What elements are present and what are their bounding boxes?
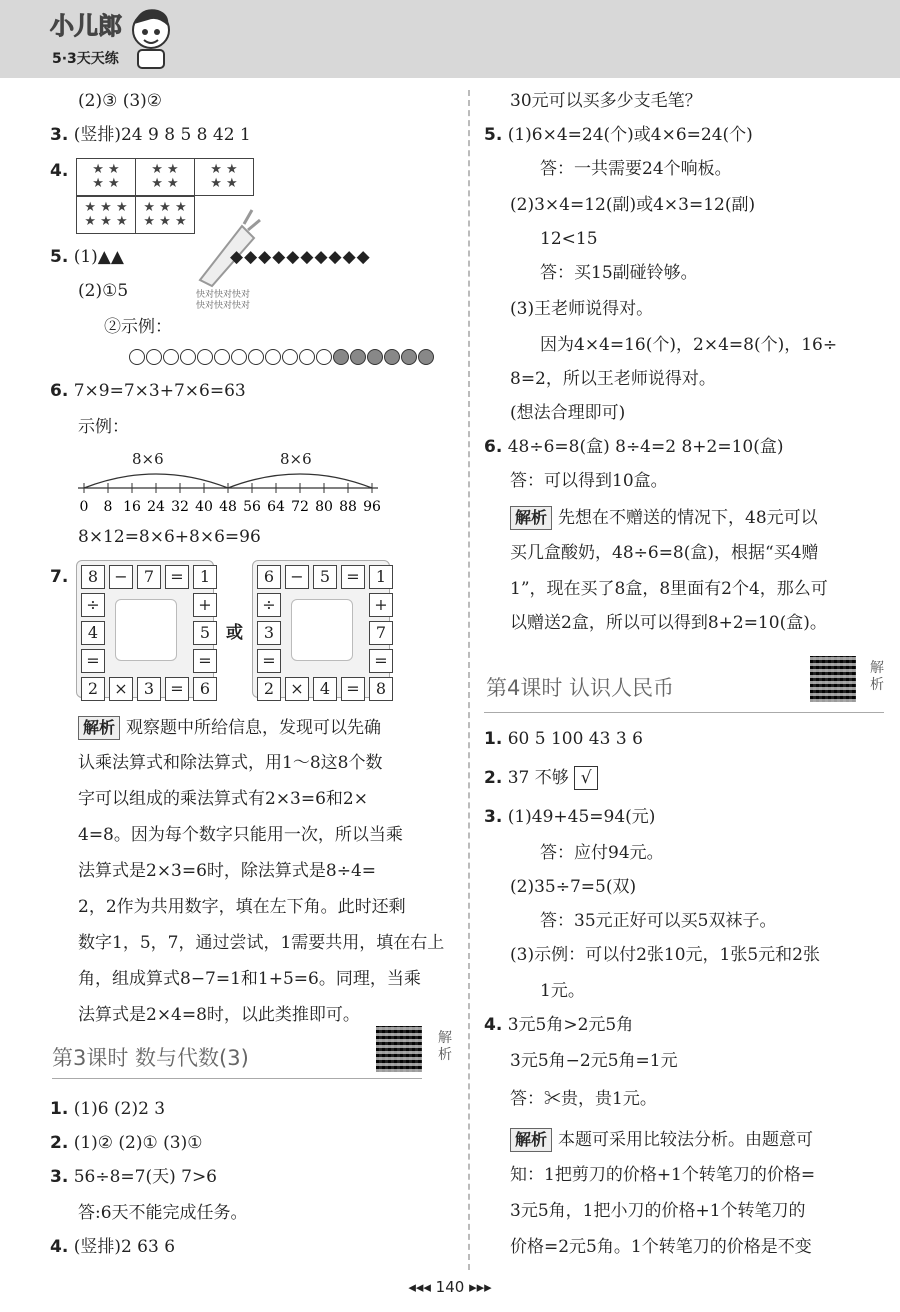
grid-cell: 2 — [257, 677, 281, 701]
answer-text: 60 5 100 43 3 6 — [507, 729, 643, 749]
grid-cell: 3 — [137, 677, 161, 701]
question-number: 6. — [50, 381, 69, 401]
white-circle — [283, 350, 298, 365]
answer-text: 因为4×4=16(个)，2×4=8(个)，16÷ — [540, 335, 838, 355]
grid-cell: = — [369, 649, 393, 673]
answer-text: (1)6 (2)2 3 — [73, 1099, 166, 1119]
grid-cell: 1 — [369, 565, 393, 589]
grid-cell: = — [165, 677, 189, 701]
circle-row — [128, 346, 438, 368]
series-name: 5·3天天练 — [52, 51, 119, 67]
tick-label: 88 — [339, 499, 357, 515]
section-title: 第3课时 数与代数(3) — [52, 1046, 249, 1070]
tick-label: 32 — [171, 499, 189, 515]
analysis-tag: 解析 — [78, 716, 120, 740]
gray-circle — [402, 350, 417, 365]
tick-label: 16 — [123, 499, 141, 515]
grid-cell: = — [165, 565, 189, 589]
grid-cell: 3 — [257, 621, 281, 645]
analysis-text: 数字1，5，7，通过尝试，1需要共用，填在右上 — [78, 933, 445, 953]
grid-cell: 6 — [257, 565, 281, 589]
star-group: ★ ★ ★ ★ — [210, 162, 238, 191]
white-circle — [317, 350, 332, 365]
number-puzzle-grid — [76, 560, 214, 698]
or-label: 或 — [226, 623, 243, 643]
white-circle — [266, 350, 281, 365]
tick-label: 40 — [195, 499, 213, 515]
white-circle — [130, 350, 145, 365]
white-circle — [215, 350, 230, 365]
tick-label: 72 — [291, 499, 309, 515]
analysis-text: 以赠送2盒，所以可以得到8+2=10(盒)。 — [510, 613, 827, 633]
grid-cell: 7 — [137, 565, 161, 589]
grid-cell: 4 — [81, 621, 105, 645]
question-number: 3. — [50, 125, 69, 145]
answer-text: (1)6×4=24(个)或4×6=24(个) — [507, 125, 753, 145]
qr-label: 解析 — [438, 1030, 452, 1063]
answer-text: (3)王老师说得对。 — [510, 299, 654, 319]
star-group: ★ ★ ★ ★ — [77, 159, 136, 195]
analysis-text: 先想在不赠送的情况下，48元可以 — [558, 508, 818, 528]
question-number: 6. — [484, 437, 503, 457]
white-circle — [300, 350, 315, 365]
page-number: ◂◂◂ 140 ▸▸▸ — [408, 1278, 492, 1296]
answer-text: (竖排)2 63 6 — [73, 1237, 176, 1257]
qr-code[interactable] — [376, 1026, 422, 1072]
grid-cell: 8 — [81, 565, 105, 589]
question-number: 7. — [50, 567, 69, 587]
gray-circle — [351, 350, 366, 365]
tick-label: 96 — [363, 499, 381, 515]
grid-cell: 4 — [313, 677, 337, 701]
answer-text: 8=2，所以王老师说得对。 — [510, 369, 716, 389]
gray-circle — [368, 350, 383, 365]
white-circle — [181, 350, 196, 365]
answer-text: 7×9=7×3+7×6=63 — [73, 381, 246, 401]
question-number: 2. — [50, 1133, 69, 1153]
question-number: 4. — [484, 1015, 503, 1035]
gray-circle — [385, 350, 400, 365]
grid-cell: + — [369, 593, 393, 617]
analysis-text: 4=8。因为每个数字只能用一次，所以当乘 — [78, 825, 403, 845]
answer-text: 答：35元正好可以买5双袜子。 — [540, 911, 777, 931]
grid-cell: 7 — [369, 621, 393, 645]
qr-label: 解析 — [870, 660, 884, 693]
answer-text: 56÷8=7(天) 7>6 — [73, 1167, 217, 1187]
diamond-row: ◆◆◆◆◆◆◆◆◆◆ — [230, 247, 371, 267]
grid-cell: 1 — [193, 565, 217, 589]
grid-cell: = — [257, 649, 281, 673]
question-number: 3. — [50, 1167, 69, 1187]
answer-text: 答：应付94元。 — [540, 843, 664, 863]
analysis-text: 观察题中所给信息，发现可以先确 — [126, 718, 382, 738]
question-number: 3. — [484, 807, 503, 827]
analysis-text: 1”，现在买了8盒，8里面有2个4，那么可 — [510, 579, 828, 599]
answer-text: 30元可以买多少支毛笔？ — [510, 91, 702, 111]
grid-cell: = — [193, 649, 217, 673]
white-circle — [147, 350, 162, 365]
grid-cell: 6 — [193, 677, 217, 701]
page-header — [0, 0, 900, 78]
section-title: 第4课时 认识人民币 — [486, 676, 675, 700]
white-circle — [164, 350, 179, 365]
answer-text: (2)35÷7=5(双) — [510, 877, 637, 897]
answer-text: 1元。 — [540, 981, 585, 1001]
grid-cell: = — [341, 677, 365, 701]
answer-text: (2)3×4=12(副)或4×3=12(副) — [510, 195, 756, 215]
number-puzzle-grid — [252, 560, 390, 698]
grid-cell: + — [193, 593, 217, 617]
analysis-text: 价格=2元5角。1个转笔刀的价格是不变 — [510, 1237, 812, 1257]
column-divider — [468, 90, 470, 1270]
qr-code[interactable] — [810, 656, 856, 702]
mascot-icon — [128, 4, 174, 70]
answer-line: (2)③ (3)② — [78, 91, 163, 111]
arc-label: 8×6 — [280, 450, 312, 468]
white-circle — [232, 350, 247, 365]
arc-label: 8×6 — [132, 450, 164, 468]
analysis-text: 买几盒酸奶，48÷6=8(盒)，根据“买4赠 — [510, 543, 819, 563]
number-line — [76, 464, 386, 520]
grid-cell: = — [341, 565, 365, 589]
answer-text: 答：✂贵，贵1元。 — [510, 1089, 657, 1109]
analysis-tag: 解析 — [510, 1128, 552, 1152]
tick-label: 64 — [267, 499, 285, 515]
example-label: 示例： — [78, 417, 129, 437]
grid-cell: ÷ — [257, 593, 281, 617]
answer-text: (竖排)24 9 8 5 8 42 1 — [73, 125, 251, 145]
question-number: 1. — [50, 1099, 69, 1119]
answer-text: (1)▲▲ — [73, 247, 124, 267]
analysis-text: 字可以组成的乘法算式有2×3=6和2× — [78, 789, 368, 809]
grid-cell: − — [109, 565, 133, 589]
analysis-text: 知：1把剪刀的价格+1个转笔刀的价格= — [510, 1165, 816, 1185]
answer-text: 3元5角−2元5角=1元 — [510, 1051, 678, 1071]
tick-label: 24 — [147, 499, 165, 515]
answer-text: ②示例： — [104, 317, 172, 337]
star-group: ★ ★ ★ ★ ★ ★ — [77, 197, 136, 233]
tick-label: 0 — [79, 499, 89, 515]
analysis-text: 2，2作为共用数字，填在左下角。此时还剩 — [78, 897, 406, 917]
answer-text: (2)①5 — [78, 281, 129, 301]
grid-cell: × — [109, 677, 133, 701]
grid-cell: 5 — [313, 565, 337, 589]
section-divider — [484, 712, 884, 713]
grid-cell: × — [285, 677, 309, 701]
answer-text: (1)49+45=94(元) — [507, 807, 656, 827]
question-number: 4. — [50, 161, 69, 181]
white-circle — [198, 350, 213, 365]
analysis-text: 本题可采用比较法分析。由题意可 — [558, 1130, 814, 1150]
grid-cell: 2 — [81, 677, 105, 701]
analysis-text: 角，组成算式8−7=1和1+5=6。同理，当乘 — [78, 969, 421, 989]
gray-circle — [334, 350, 349, 365]
tick-label: 80 — [315, 499, 333, 515]
answer-text: (1)② (2)① (3)① — [73, 1133, 203, 1153]
star-groups-row2 — [76, 196, 195, 234]
analysis-text: 认乘法算式和除法算式，用1～8这8个数 — [78, 753, 383, 773]
question-number: 4. — [50, 1237, 69, 1257]
star-group: ★ ★ ★ ★ ★ ★ — [143, 200, 187, 229]
answer-text: 答：买15副碰铃够。 — [540, 263, 698, 283]
analysis-text: 3元5角，1把小刀的价格+1个转笔刀的 — [510, 1201, 806, 1221]
grid-cell: 8 — [369, 677, 393, 701]
question-number: 5. — [484, 125, 503, 145]
question-number: 2. — [484, 768, 503, 788]
answer-text: 答:6天不能完成任务。 — [78, 1203, 248, 1223]
question-number: 1. — [484, 729, 503, 749]
answer-text: (想法合理即可) — [510, 403, 626, 423]
grid-cell: ÷ — [81, 593, 105, 617]
answer-text: 37 不够 — [507, 768, 569, 788]
tick-label: 48 — [219, 499, 237, 515]
analysis-text: 法算式是2×3=6时，除法算式是8÷4= — [78, 861, 377, 881]
answer-text: (3)示例：可以付2张10元，1张5元和2张 — [510, 945, 820, 965]
star-group: ★ ★ ★ ★ — [136, 159, 195, 195]
gray-circle — [419, 350, 434, 365]
answer-text: 3元5角>2元5角 — [507, 1015, 634, 1035]
grid-cell: − — [285, 565, 309, 589]
question-number: 5. — [50, 247, 69, 267]
grid-cell: = — [81, 649, 105, 673]
white-circle — [249, 350, 264, 365]
analysis-tag: 解析 — [510, 506, 552, 530]
check-box: √ — [574, 766, 598, 790]
answer-text: 48÷6=8(盒) 8÷4=2 8+2=10(盒) — [507, 437, 784, 457]
grid-cell: 5 — [193, 621, 217, 645]
answer-text: 8×12=8×6+8×6=96 — [78, 527, 261, 547]
tick-label: 8 — [103, 499, 113, 515]
answer-text: 12<15 — [540, 229, 598, 249]
watermark-stamp: 快对快对快对 快对快对快对 — [196, 290, 251, 311]
brand-logo: 小儿郎 — [50, 12, 122, 40]
tick-label: 56 — [243, 499, 261, 515]
answer-text: 答：可以得到10盒。 — [510, 471, 668, 491]
star-groups-row1 — [76, 158, 254, 196]
answer-text: 答：一共需要24个响板。 — [540, 159, 732, 179]
analysis-text: 法算式是2×4=8时，以此类推即可。 — [78, 1005, 360, 1025]
section-divider — [52, 1078, 422, 1079]
